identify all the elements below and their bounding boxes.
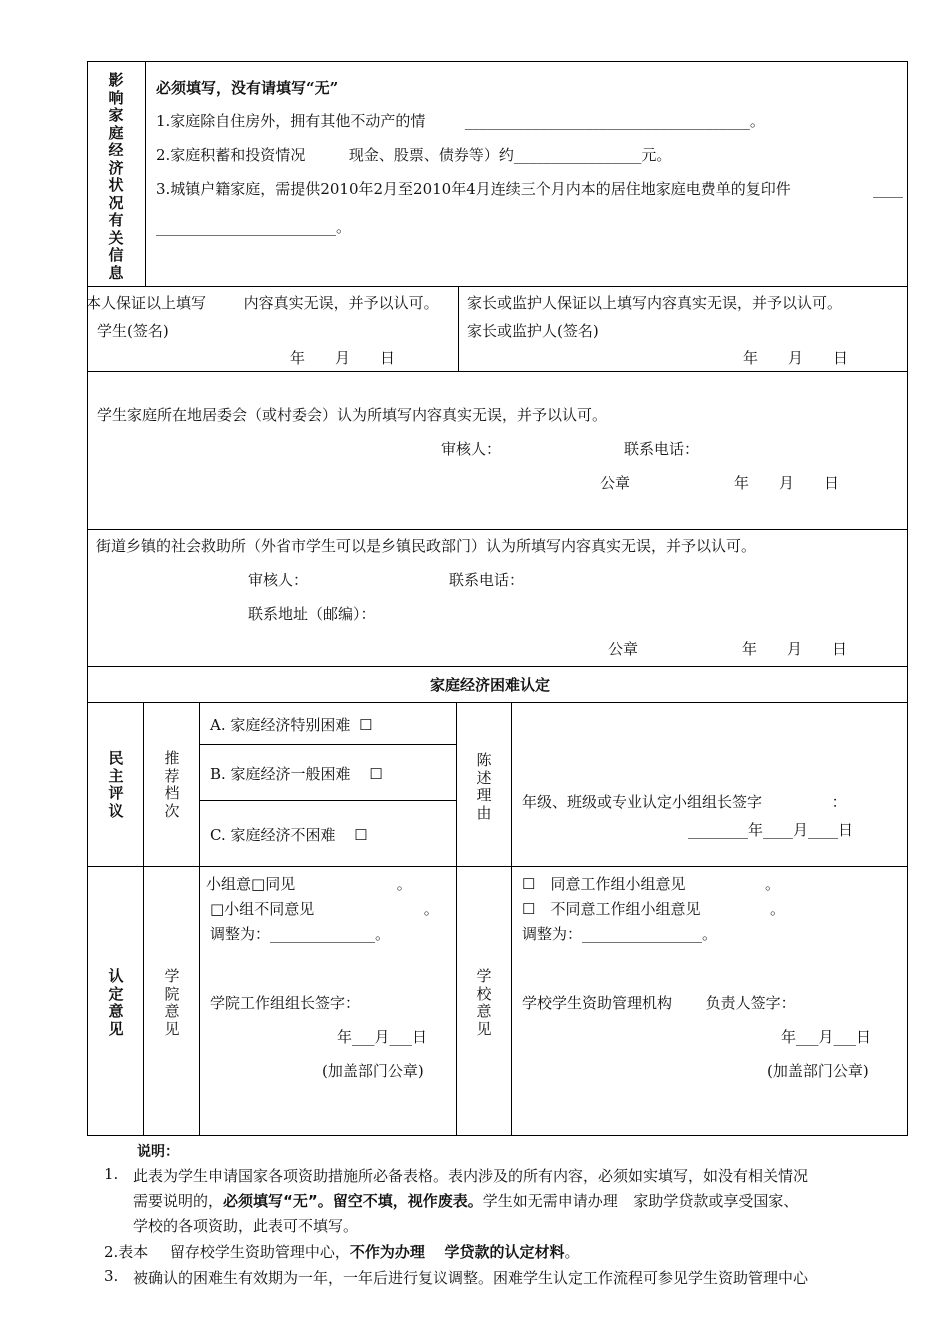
college-date: 年___月___日 [337,1028,428,1046]
label-college-opinion: 学院意见 [164,967,180,1038]
college-agree: 小组意□同见 。 [206,875,412,893]
option-c: C. 家庭经济不困难 ☐ [210,826,368,844]
college-disagree-checkbox[interactable]: □小组 [210,900,255,918]
committee-seal: 公章 [600,474,631,492]
school-adjust: 调整为：________________。 [522,925,718,943]
college-leader-sign: 学院工作组组长签字： [210,994,361,1012]
section1-line4: ________________________。 [156,218,352,236]
school-office-sign: 学校学生资助管理机构 负责人签字： [522,994,796,1012]
label-democratic-review: 民主评议 [108,749,124,820]
note-3-number: 3. [104,1267,119,1285]
street-office-statement: 街道乡镇的社会救助所（外省市学生可以是乡镇民政部门）认为所填写内容真实无误，并予以认可。 [96,537,757,555]
notes-title: 说明： [137,1144,179,1160]
committee-statement: 学生家庭所在地居委会（或村委会）认为所填写内容真实无误，并予以认可。 [97,406,608,424]
section1-line2: 2.家庭积蓄和投资情况 现金、股票、债券等）约_________________元。 [156,146,672,164]
note-2: 2.表本 留存校学生资助管理中心，不作为办理 学贷款的认定材料。 [104,1243,580,1261]
class-group-leader-sign: 年级、班级或专业认定小组组长签字 ： [522,793,847,811]
committee-phone: 联系电话： [624,440,700,458]
note-3: 被确认的困难生有效期为一年，一年后进行复议调整。困难学生认定工作流程可参见学生资助管理中心 [133,1269,809,1287]
option-a-checkbox[interactable]: ☐ [359,716,373,734]
label-recommend-level: 推荐档次 [164,749,180,820]
option-a: A. 家庭经济特别困难 ☐ [210,716,373,734]
student-signature-date: 年 月 日 [290,349,396,367]
option-b-checkbox[interactable]: ☐ [369,765,383,783]
label-school-opinion: 学校意见 [476,967,492,1038]
note-1-number: 1. [104,1165,119,1183]
college-seal-note: (加盖部门公章) [322,1062,424,1080]
student-guarantee: 本人保证以上填写 内容真实无误，并予以认可。 [86,294,439,312]
note-1-line-c: 学校的各项资助，此表可不填写。 [133,1217,359,1235]
school-disagree: ☐ 不同意工作组小组意见 。 [522,900,786,918]
guardian-signature-date: 年 月 日 [743,349,849,367]
note-1-line-a: 此表为学生申请国家各项资助措施所必备表格。表内涉及的所有内容，必须如实填写，如没有相关情况 [133,1167,809,1185]
class-group-sign-date: ________年____月____日 [688,821,854,839]
student-signature-label: 学生(签名) [97,322,169,340]
label-statement-reason: 陈述理由 [476,751,492,822]
option-b: B. 家庭经济一般困难 ☐ [210,765,383,783]
note-1-line-b: 需要说明的，必须填写“无”。留空不填，视作废表。学生如无需申请办理 家助学贷款或享受国家、 [133,1192,799,1210]
school-date: 年___月___日 [781,1028,872,1046]
committee-reviewer: 审核人： [441,440,502,458]
college-agree-checkbox[interactable]: □同 [251,875,281,893]
school-disagree-checkbox[interactable]: ☐ 不同意工作组 [522,900,641,918]
school-agree: ☐ 同意工作组小组意见 。 [522,875,781,893]
college-disagree: □小组不同意见 。 [210,900,439,918]
difficulty-determination-title: 家庭经济困难认定 [430,676,551,694]
school-seal-note: (加盖部门公章) [767,1062,869,1080]
guardian-guarantee: 家长或监护人保证以上填写内容真实无误，并予以认可。 [467,294,843,312]
street-reviewer: 审核人： [248,571,309,589]
label-determination-opinion: 认定意见 [108,967,124,1038]
guardian-signature-label: 家长或监护人(签名) [467,322,599,340]
street-date: 年 月 日 [742,640,848,658]
school-agree-checkbox[interactable]: ☐ 同意工作组 [522,875,626,893]
street-phone: 联系电话： [449,571,525,589]
section1-heading: 必须填写，没有请填写“无” [156,79,339,97]
college-adjust: 调整为：______________。 [210,925,391,943]
committee-date: 年 月 日 [734,474,840,492]
section1-line3-blank-end: ____ [873,180,903,198]
option-c-checkbox[interactable]: ☐ [354,826,368,844]
section1-line3: 3.城镇户籍家庭，需提供2010年2月至2010年4月连续三个月内本的居住地家庭电费单的复印件 [156,180,791,198]
section1-line1: 1.家庭除自住房外，拥有其他不动产的情 ______________________________________。 [156,112,765,130]
street-address: 联系地址（邮编）： [248,605,376,623]
street-seal: 公章 [608,640,639,658]
vertical-title-economic-info: 影响家庭经济状况有关信息 [108,71,124,282]
